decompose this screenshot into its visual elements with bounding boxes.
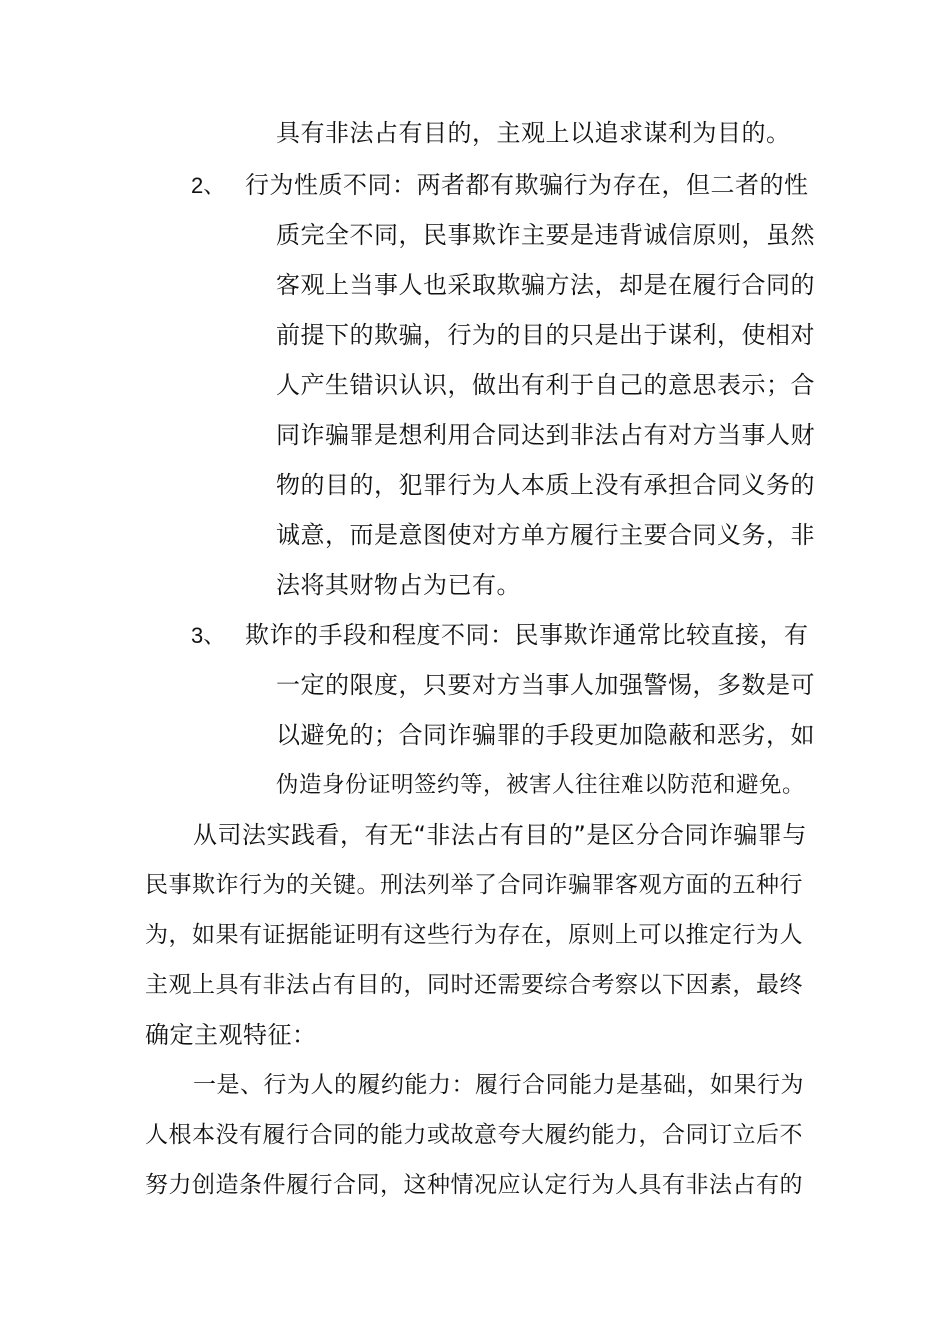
paragraph-line: 一是、行为人的履约能力：履行合同能力是基础，如果行为 (193, 1072, 804, 1098)
list-item-line: 法将其财物占为已有。 (276, 571, 521, 599)
paragraph-line: 人根本没有履行合同的能力或故意夸大履约能力，合同订立后不 (145, 1122, 803, 1148)
list-item-line: 同诈骗罪是想利用合同达到非法占有对方当事人财 (276, 421, 815, 449)
list-item-line: 物的目的，犯罪行为人本质上没有承担合同义务的 (276, 471, 815, 499)
list-item-line: 质完全不同，民事欺诈主要是违背诚信原则，虽然 (276, 221, 815, 249)
paragraph-line: 努力创造条件履行合同，这种情况应认定行为人具有非法占有的 (145, 1172, 803, 1198)
list-item-line: 人产生错识认识，做出有利于自己的意思表示；合 (276, 371, 815, 399)
list-item-line: 欺诈的手段和程度不同：民事欺诈通常比较直接，有 (245, 621, 809, 649)
list-item-number: 3、 (191, 623, 226, 648)
list-item-line: 前提下的欺骗，行为的目的只是出于谋利，使相对 (276, 321, 815, 349)
paragraph-line: 确定主观特征： (145, 1021, 317, 1049)
list-item-line: 行为性质不同：两者都有欺骗行为存在，但二者的性 (245, 171, 809, 199)
paragraph-line: 民事欺诈行为的关键。刑法列举了合同诈骗罪客观方面的五种行 (145, 872, 803, 898)
list-item-line: 诚意，而是意图使对方单方履行主要合同义务，非 (276, 521, 815, 549)
paragraph-line: 主观上具有非法占有目的，同时还需要综合考察以下因素，最终 (145, 972, 803, 998)
list-item-line: 客观上当事人也采取欺骗方法，却是在履行合同的 (276, 271, 815, 299)
continuation-line: 具有非法占有目的，主观上以追求谋利为目的。 (276, 119, 791, 147)
paragraph-line: 为，如果有证据能证明有这些行为存在，原则上可以推定行为人 (145, 922, 803, 948)
paragraph-line: 从司法实践看，有无“非法占有目的”是区分合同诈骗罪与 (193, 821, 807, 849)
list-item-line: 一定的限度，只要对方当事人加强警惕，多数是可 (276, 671, 815, 699)
list-item-line: 以避免的；合同诈骗罪的手段更加隐蔽和恶劣，如 (276, 721, 815, 749)
list-item-number: 2、 (191, 173, 226, 198)
list-item-line: 伪造身份证明签约等，被害人往往难以防范和避免。 (276, 772, 806, 798)
